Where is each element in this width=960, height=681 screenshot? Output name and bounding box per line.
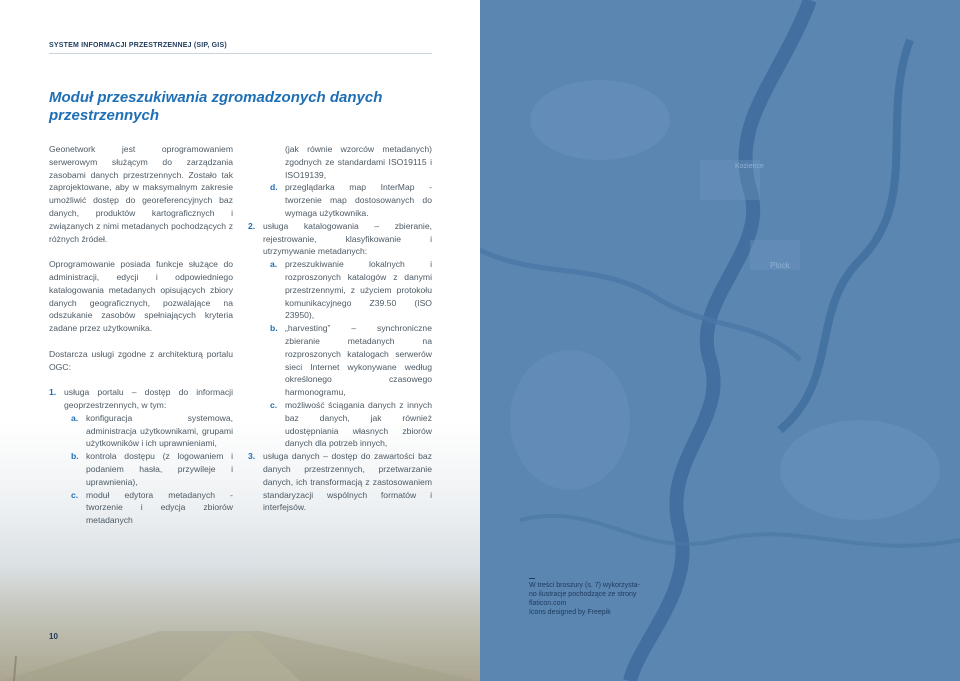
intro-paragraph-3: Dostarcza usługi zgodne z architekturą portalu OGC:: [49, 348, 233, 372]
list-subitem-1d: [248, 181, 432, 219]
list-marker: 2.: [248, 220, 256, 231]
list-item-text: „harvesting” – synchroniczne zbieranie metadanych na rozproszonych katalogach serwerów sieci Internet wykonywane według określonego czasowego harmonogramu,: [285, 323, 432, 398]
list-item-text: przeglądarka map InterMap - tworzenie map dostosowanych do wymaga użytkownika.: [285, 182, 432, 218]
list-item-text: przeszukiwanie lokalnych i rozproszonych katalogów z danymi przestrzennymi, z użyciem protokołu komunikacyjnego Z39.50 (ISO 23950),: [285, 259, 432, 321]
list-item-text: możliwość ściągania danych z innych baz danych, jak również udostępniania własnych zbiorów danych dla potrzeb innych,: [285, 399, 432, 449]
header-divider: [49, 53, 432, 54]
list-item-3: [248, 450, 432, 514]
list-subitem-1c-continued: (jak równie wzorców metadanych) zgodnych ze standardami ISO19115 i ISO19139,: [285, 144, 432, 180]
credit-line-1: W treści broszury (s. 7) wykorzysta-: [529, 582, 640, 589]
list-item-text: usługa danych – dostęp do zawartości baz danych przestrzennych, przetwarzanie danych, ich transformacją z zastosowaniem standaryzacji wspólnych formatów i interfejsów.: [263, 451, 432, 513]
section-header: SYSTEM INFORMACJI PRZESTRZENNEJ (SIP, GIS): [49, 42, 227, 49]
list-subitem-1b: [49, 450, 233, 488]
list-item-text: usługa portalu – dostęp do informacji geoprzestrzennych, w tym:: [64, 387, 233, 410]
list-item-text: usługa katalogowania – zbieranie, rejestrowanie, klasyfikowanie i utrzymywanie metadanych:: [263, 220, 432, 257]
credit-line-2: no ilustracje pochodzące ze strony: [529, 591, 637, 598]
list-subitem-1a: [49, 412, 233, 450]
list-item-text: moduł edytora metadanych - tworzenie i edycja zbiorów metadanych: [86, 489, 233, 526]
list-subitem-2c: [248, 399, 432, 450]
credit-line-4: Icons designed by Freepik: [529, 609, 611, 616]
list-marker: c.: [270, 399, 278, 410]
list-item-2: [248, 220, 432, 258]
list-item-text: konfiguracja systemowa, administracja użytkownikami, grupami użytkowników i ich uprawnieniami,: [86, 412, 233, 449]
text-column-right: [248, 143, 432, 514]
text-column-left: [49, 143, 233, 527]
intro-paragraph-1: Geonetwork jest oprogramowaniem serwerowym służącym do zarządzania zasobami danych przestrzennych. Zostało tak zaprojektowane, aby w maksymalnym zakresie umożliwić dostęp do georeferencyjnych baz danych, produktów kartograficznych i związanych z nimi metadanych pochodzących z różnych źródeł.: [49, 144, 233, 244]
list-marker: a.: [71, 412, 79, 423]
list-marker: b.: [270, 323, 278, 334]
list-marker: 3.: [248, 451, 256, 462]
map-label-kozience: Kozience: [735, 163, 764, 170]
list-marker: b.: [71, 451, 79, 462]
list-marker: d.: [270, 182, 278, 193]
page-number: 10: [49, 632, 58, 641]
list-marker: c.: [71, 489, 79, 500]
list-item-text: kontrola dostępu (z logowaniem i podaniem hasła, przywileje i uprawnienia),: [86, 451, 233, 487]
list-subitem-2b: [248, 322, 432, 399]
list-marker: a.: [270, 259, 278, 270]
intro-paragraph-2: Oprogramowanie posiada funkcje służące do administracji, edycji i odpowiedniego katalogowania metadanych opisujących zbiory danych geograficznych, pozwalające na odszukanie zasobów spełniających kryteria zadane przez użytkownika.: [49, 259, 233, 334]
page-title: Moduł przeszukiwania zgromadzonych danych przestrzennych: [49, 89, 383, 124]
map-label-plock: Plock: [770, 261, 790, 270]
list-subitem-2a: [248, 258, 432, 322]
field-photo-fade: [0, 561, 480, 681]
list-subitem-1c: [49, 489, 233, 527]
credit-dash: [529, 578, 535, 579]
list-marker: 1.: [49, 387, 57, 398]
credit-line-3: flaticon.com: [529, 600, 567, 607]
image-credit: [529, 578, 669, 617]
list-item-1: [49, 386, 233, 412]
